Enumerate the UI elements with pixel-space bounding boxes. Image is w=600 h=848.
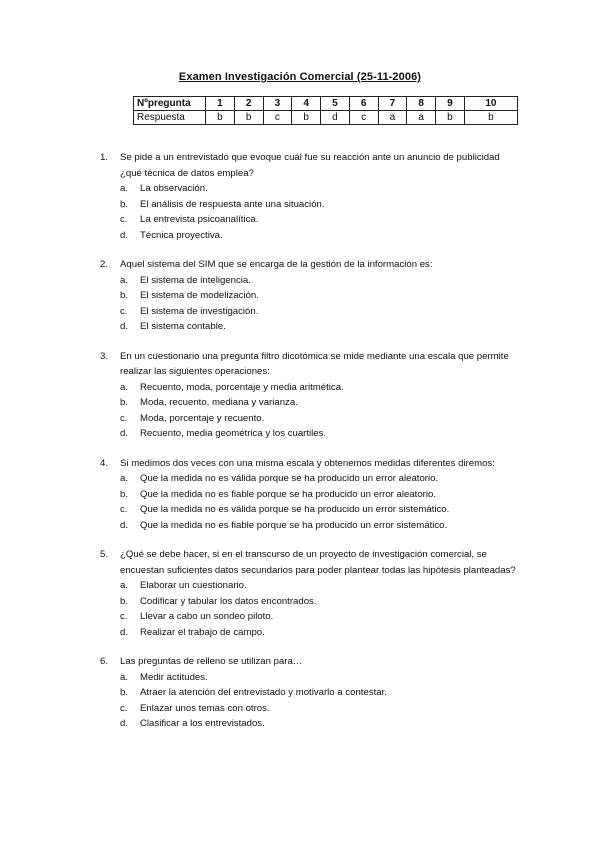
option-b	[120, 685, 520, 701]
question-number: 5.	[100, 549, 109, 560]
option-b	[120, 395, 520, 411]
question-number-cell: 9	[436, 97, 465, 111]
row-header-respuesta: Respuesta	[134, 111, 206, 125]
option-text: Medir actitudes.	[140, 671, 208, 683]
page-title: Examen Investigación Comercial (25-11-2006)	[178, 71, 422, 83]
question-number-cell: 2	[234, 97, 263, 111]
answer-cell: b	[234, 111, 263, 125]
answer-key-table	[133, 96, 518, 125]
option-text: Que la medida no es fiable porque se ha producido un error sistemático.	[140, 519, 448, 531]
question-number-cell: 1	[206, 97, 235, 111]
option-text: Que la medida no es fiable porque se ha producido un error aleatorio.	[140, 488, 436, 500]
option-text: Llevar a cabo un sondeo piloto.	[140, 611, 274, 622]
question-number-cell: 10	[464, 97, 517, 111]
question-text: Las preguntas de relleno se utilizan para…	[120, 656, 303, 667]
option-letter: a.	[120, 671, 129, 683]
option-text: Clasificar a los entrevistados.	[140, 718, 265, 729]
option-text: Moda, recuento, mediana y varianza.	[140, 397, 298, 408]
option-d	[120, 518, 520, 534]
question-number: 2.	[100, 259, 109, 270]
option-letter: a.	[120, 183, 129, 194]
option-letter: d.	[120, 229, 129, 241]
question-number-cell: 5	[321, 97, 350, 111]
answer-cell: c	[263, 111, 292, 125]
option-a	[120, 471, 520, 487]
option-b	[120, 487, 520, 503]
option-text: El sistema de inteligencia.	[140, 274, 251, 286]
question-6	[100, 654, 520, 732]
option-text: La observación.	[140, 183, 208, 194]
option-letter: b.	[120, 687, 129, 698]
answer-cell: a	[407, 111, 436, 125]
question-number-cell: 4	[292, 97, 321, 111]
option-a	[120, 380, 520, 396]
option-text: Recuento, moda, porcentaje y media aritmética.	[140, 381, 344, 393]
option-a	[120, 181, 520, 197]
question-4	[100, 456, 520, 534]
option-letter: c.	[120, 504, 128, 515]
option-letter: c.	[120, 305, 128, 317]
option-a	[120, 670, 520, 686]
option-text: Que la medida no es válida porque se ha producido un error sistemático.	[140, 504, 450, 515]
option-text: Codificar y tabular los datos encontrados.	[140, 595, 317, 607]
answer-cell: b	[464, 111, 517, 125]
option-c	[120, 304, 520, 320]
option-letter: b.	[120, 397, 129, 408]
answer-row	[134, 111, 518, 125]
question-number-cell: 8	[407, 97, 436, 111]
option-letter: a.	[120, 381, 129, 393]
option-letter: d.	[120, 321, 129, 332]
question-3	[100, 349, 520, 442]
question-number-cell: 6	[349, 97, 378, 111]
option-text: El sistema contable.	[140, 321, 226, 332]
option-text: Realizar el trabajo de campo.	[140, 626, 265, 638]
option-text: Técnica proyectiva.	[140, 229, 223, 241]
question-5	[100, 547, 520, 640]
option-c	[120, 502, 520, 518]
option-letter: c.	[120, 611, 128, 622]
option-letter: a.	[120, 580, 129, 591]
question-2	[100, 257, 520, 335]
option-text: Atraer la atención del entrevistado y motivarlo a contestar.	[140, 687, 387, 698]
question-text: Si medimos dos veces con una misma escala y obtenemos medidas diferentes diremos:	[120, 457, 495, 469]
option-c	[120, 212, 520, 228]
question-number: 6.	[100, 656, 109, 667]
option-a	[120, 578, 520, 594]
option-text: La entrevista psicoanalítica.	[140, 214, 259, 225]
question-number-cell: 3	[263, 97, 292, 111]
option-text: Que la medida no es válida porque se ha producido un error aleatorio.	[140, 473, 439, 484]
option-b	[120, 594, 520, 610]
question-number: 1.	[100, 152, 109, 163]
option-letter: c.	[120, 702, 128, 714]
option-a	[120, 273, 520, 289]
question-text: ¿Qué se debe hacer, si en el transcurso de un proyecto de investigación comercial, se encuestan suficientes datos secundarios para poder plantear todas las hipótesis planteadas?	[120, 549, 516, 576]
answer-cell: c	[349, 111, 378, 125]
question-number-row	[134, 97, 518, 111]
option-text: El sistema de investigación.	[140, 305, 259, 317]
answer-cell: b	[436, 111, 465, 125]
option-d	[120, 319, 520, 335]
question-1	[100, 150, 520, 243]
option-d	[120, 426, 520, 442]
answer-cell: b	[206, 111, 235, 125]
option-d	[120, 228, 520, 244]
question-text: En un cuestionario una pregunta filtro dicotómica se mide mediante una escala que permite realizar las siguientes operaciones:	[120, 350, 509, 377]
question-number: 3.	[100, 350, 109, 362]
option-b	[120, 288, 520, 304]
option-letter: d.	[120, 718, 129, 729]
option-text: Recuento, media geométrica y los cuartiles.	[140, 428, 327, 439]
option-d	[120, 625, 520, 641]
option-letter: a.	[120, 473, 129, 484]
option-b	[120, 197, 520, 213]
question-number-cell: 7	[378, 97, 407, 111]
option-c	[120, 701, 520, 717]
option-letter: b.	[120, 290, 129, 301]
option-letter: d.	[120, 626, 129, 638]
answer-cell: b	[292, 111, 321, 125]
option-text: Enlazar unos temas con otros.	[140, 702, 270, 714]
option-letter: a.	[120, 274, 129, 286]
answer-cell: d	[321, 111, 350, 125]
option-text: El sistema de modelización.	[140, 290, 259, 301]
option-letter: d.	[120, 519, 129, 531]
option-c	[120, 411, 520, 427]
row-header-pregunta: Nºpregunta	[134, 97, 206, 111]
option-text: El análisis de respuesta ante una situación.	[140, 198, 325, 210]
option-letter: c.	[120, 412, 128, 424]
option-d	[120, 716, 520, 732]
option-letter: b.	[120, 488, 129, 500]
option-text: Elaborar un cuestionario.	[140, 580, 247, 591]
question-text: Se pide a un entrevistado que evoque cuál fue su reacción ante un anuncio de publicidad ¿qué técnica de datos emplea?	[120, 152, 500, 179]
question-text: Aquel sistema del SIM que se encarga de la gestión de la información es:	[120, 259, 433, 270]
option-c	[120, 609, 520, 625]
option-letter: b.	[120, 198, 129, 210]
question-number: 4.	[100, 457, 109, 469]
question-list	[100, 150, 520, 746]
option-letter: b.	[120, 595, 129, 607]
option-letter: c.	[120, 214, 128, 225]
option-text: Moda, porcentaje y recuento.	[140, 412, 265, 424]
option-letter: d.	[120, 428, 129, 439]
answer-cell: a	[378, 111, 407, 125]
